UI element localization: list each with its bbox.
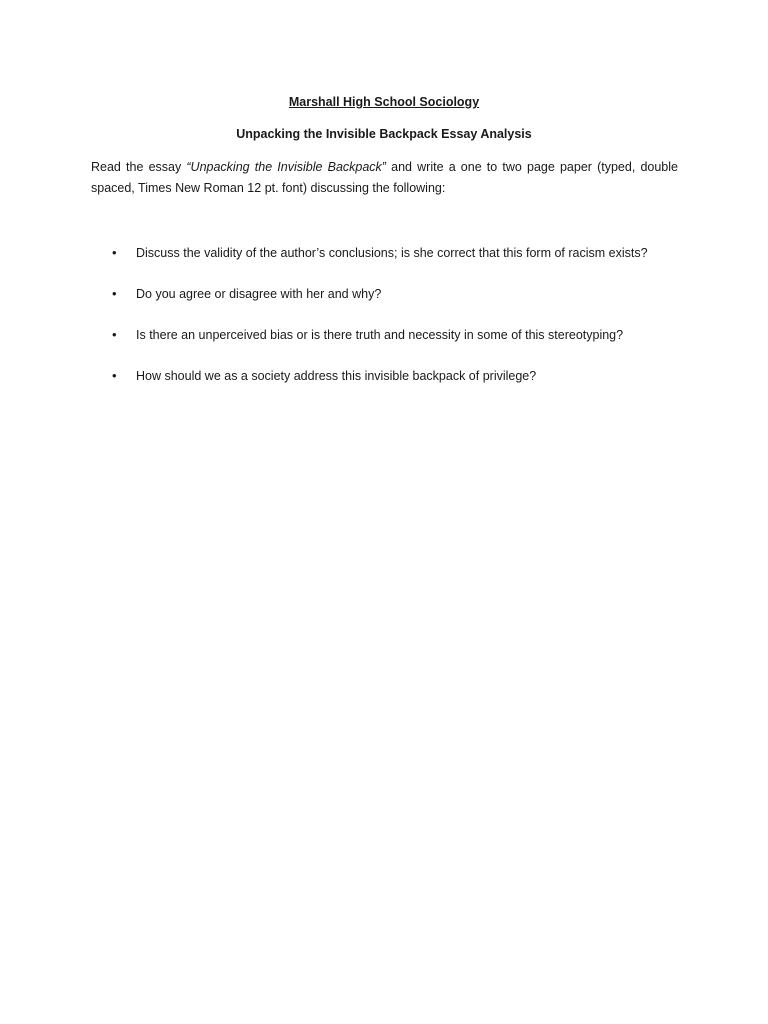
question-text: How should we as a society address this invisible backpack of privilege?	[136, 369, 537, 383]
assignment-title: Unpacking the Invisible Backpack Essay Analysis	[236, 127, 532, 141]
instructions-paragraph	[91, 157, 678, 199]
instructions-rest: and write a one to two page paper (typed, double spaced, Times New Roman 12 pt. font) discussing the following:	[91, 160, 678, 195]
list-item	[112, 285, 692, 303]
bullet-icon: •	[112, 368, 117, 383]
bullet-icon: •	[112, 327, 117, 342]
instructions-lead: Read the essay	[91, 160, 187, 174]
question-text: Is there an unperceived bias or is there truth and necessity in some of this stereotyping?	[136, 328, 624, 342]
list-item	[112, 367, 692, 385]
list-item	[112, 244, 692, 262]
question-list	[112, 244, 692, 408]
bullet-icon: •	[112, 286, 117, 301]
bullet-icon: •	[112, 245, 117, 260]
list-item	[112, 326, 692, 344]
question-text: Discuss the validity of the author’s conclusions; is she correct that this form of racism exists?	[136, 246, 648, 260]
school-title: Marshall High School Sociology	[288, 95, 480, 109]
essay-name: “Unpacking the Invisible Backpack”	[186, 160, 386, 174]
question-text: Do you agree or disagree with her and why?	[136, 287, 382, 301]
